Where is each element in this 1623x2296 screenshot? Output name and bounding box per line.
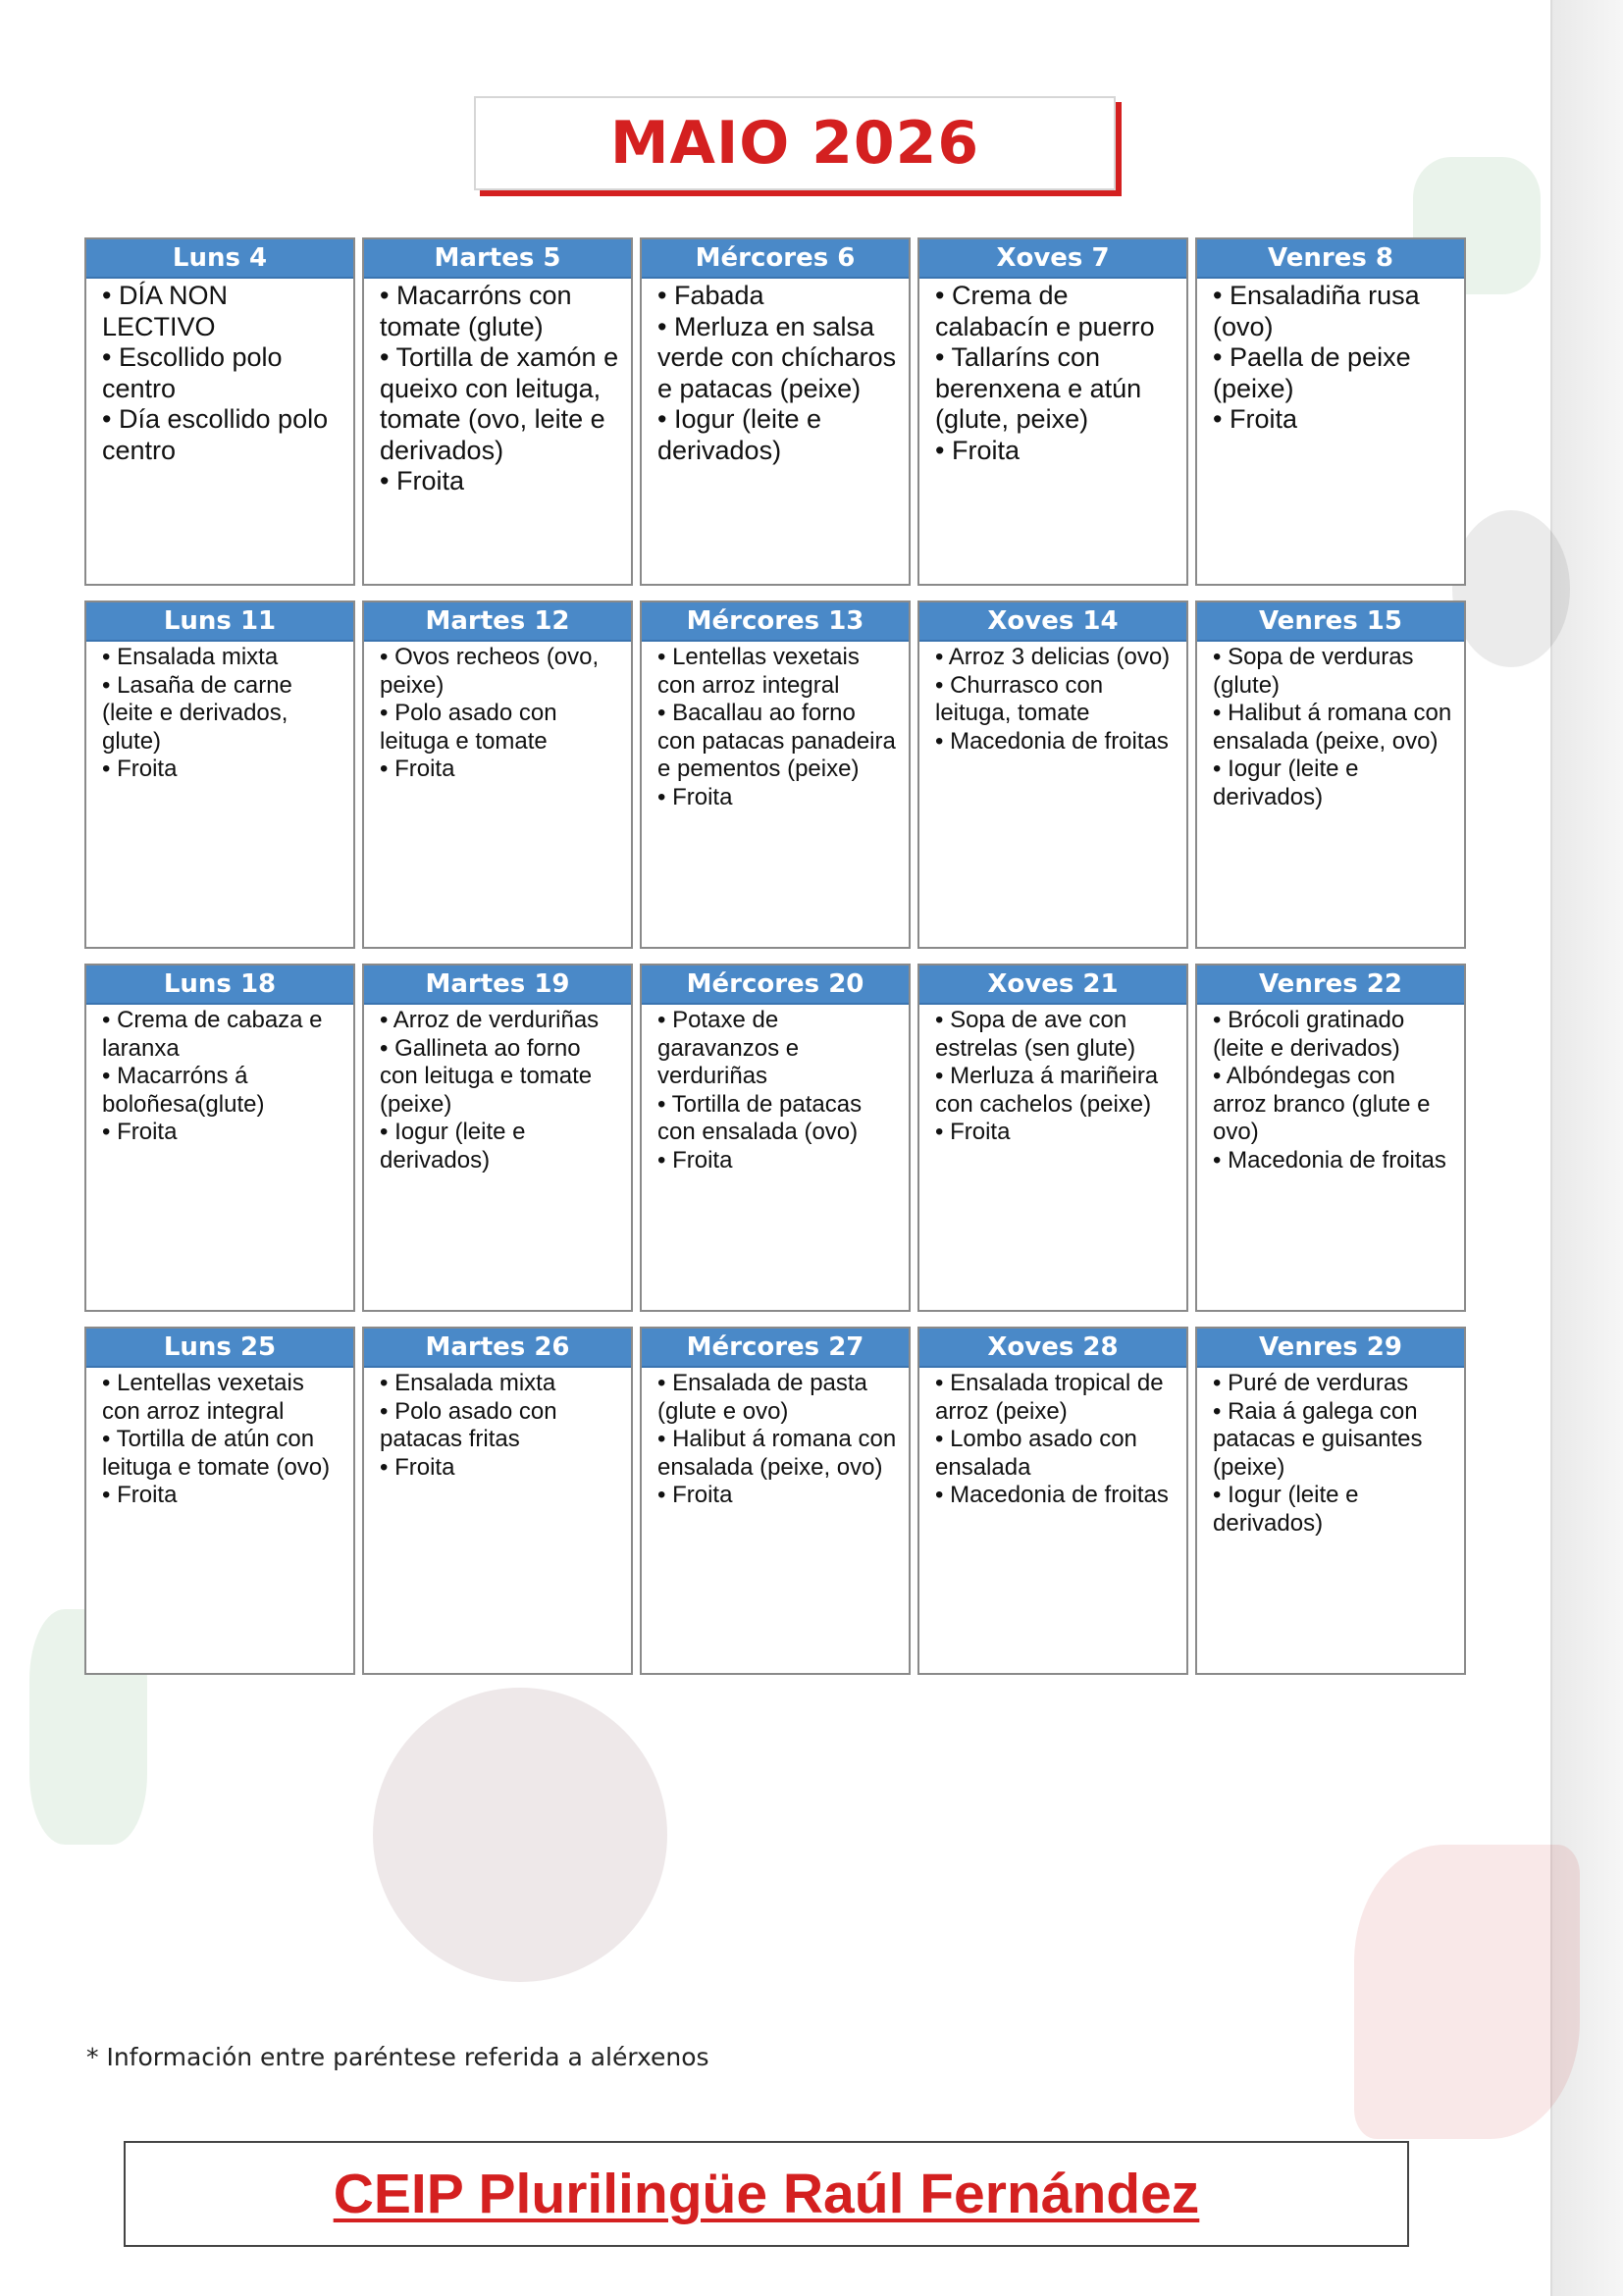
menu-item: • Lentellas vexetais con arroz integral	[102, 1370, 343, 1426]
allergen-footnote: * Información entre paréntese referida a alérxenos	[86, 2043, 709, 2071]
day-cell	[917, 964, 1188, 1312]
day-menu	[642, 642, 909, 812]
menu-item: • Paella de peixe (peixe)	[1213, 342, 1454, 404]
day-header: Martes 12	[364, 602, 631, 642]
menu-item: • Froita	[935, 1119, 1177, 1147]
day-header: Martes 26	[364, 1329, 631, 1368]
day-header: Venres 8	[1197, 239, 1464, 279]
day-cell	[362, 964, 633, 1312]
day-header: Xoves 21	[919, 965, 1186, 1005]
day-header: Xoves 14	[919, 602, 1186, 642]
day-header: Mércores 27	[642, 1329, 909, 1368]
menu-item: • Macedonia de froitas	[935, 1482, 1177, 1510]
day-header: Xoves 28	[919, 1329, 1186, 1368]
day-menu	[642, 1005, 909, 1175]
menu-item: • Raia á galega con patacas e guisantes (peixe)	[1213, 1398, 1454, 1483]
day-cell	[362, 600, 633, 949]
day-cell	[84, 964, 355, 1312]
menu-item: • Ovos recheos (ovo, peixe)	[380, 644, 621, 700]
menu-item: • Tortilla de atún con leituga e tomate (ovo)	[102, 1426, 343, 1482]
day-header: Venres 22	[1197, 965, 1464, 1005]
day-header: Venres 15	[1197, 602, 1464, 642]
menu-item: • Polo asado con leituga e tomate	[380, 700, 621, 756]
menu-item: • Bacallau ao forno con patacas panadeira e pementos (peixe)	[657, 700, 899, 784]
menu-item: • Ensalada de pasta (glute e ovo)	[657, 1370, 899, 1426]
menu-item: • Ensaladiña rusa (ovo)	[1213, 281, 1454, 342]
menu-item: • Froita	[380, 1454, 621, 1483]
menu-item: • Merluza en salsa verde con chícharos e patacas (peixe)	[657, 312, 899, 405]
day-cell	[917, 237, 1188, 586]
day-cell	[362, 237, 633, 586]
day-menu	[642, 1368, 909, 1510]
menu-item: • Iogur (leite e derivados)	[657, 404, 899, 466]
menu-calendar-grid	[84, 237, 1466, 1675]
menu-item: • Crema de calabacín e puerro	[935, 281, 1177, 342]
day-menu	[364, 642, 631, 784]
day-cell	[362, 1327, 633, 1675]
day-cell	[640, 1327, 911, 1675]
school-name-box	[124, 2141, 1409, 2247]
menu-item: • Tortilla de patacas con ensalada (ovo)	[657, 1091, 899, 1147]
menu-item: • Macedonia de froitas	[935, 728, 1177, 757]
background-decoration	[1452, 510, 1570, 667]
day-menu	[919, 642, 1186, 756]
day-header: Venres 29	[1197, 1329, 1464, 1368]
menu-item: • Macarróns con tomate (glute)	[380, 281, 621, 342]
day-cell	[1195, 1327, 1466, 1675]
day-cell	[640, 237, 911, 586]
menu-item: • Sopa de verduras (glute)	[1213, 644, 1454, 700]
day-header: Luns 11	[86, 602, 353, 642]
menu-item: • Gallineta ao forno con leituga e tomate (peixe)	[380, 1035, 621, 1120]
menu-item: • Potaxe de garavanzos e verduriñas	[657, 1007, 899, 1091]
day-cell	[84, 1327, 355, 1675]
day-header: Mércores 20	[642, 965, 909, 1005]
menu-item: • Albóndegas con arroz branco (glute e ovo)	[1213, 1063, 1454, 1147]
day-menu	[919, 1005, 1186, 1147]
day-cell	[84, 600, 355, 949]
day-cell	[917, 1327, 1188, 1675]
day-menu	[642, 279, 909, 466]
menu-item: • Froita	[935, 436, 1177, 467]
day-cell	[1195, 600, 1466, 949]
menu-item: • Lentellas vexetais con arroz integral	[657, 644, 899, 700]
day-header: Martes 19	[364, 965, 631, 1005]
day-menu	[364, 279, 631, 497]
day-menu	[364, 1005, 631, 1175]
day-header: Mércores 13	[642, 602, 909, 642]
day-menu	[86, 279, 353, 466]
menu-item: • Sopa de ave con estrelas (sen glute)	[935, 1007, 1177, 1063]
menu-item: • Halibut á romana con ensalada (peixe, ovo)	[657, 1426, 899, 1482]
day-cell	[917, 600, 1188, 949]
month-title-box	[474, 96, 1116, 190]
menu-item: • Froita	[657, 1147, 899, 1175]
day-cell	[640, 600, 911, 949]
menu-item: • Polo asado con patacas fritas	[380, 1398, 621, 1454]
day-header: Mércores 6	[642, 239, 909, 279]
day-cell	[1195, 237, 1466, 586]
day-cell	[1195, 964, 1466, 1312]
menu-item: • Froita	[102, 756, 343, 784]
menu-item: • Lombo asado con ensalada	[935, 1426, 1177, 1482]
day-menu	[1197, 642, 1464, 812]
day-menu	[919, 279, 1186, 466]
menu-item: • Froita	[380, 756, 621, 784]
day-menu	[86, 1005, 353, 1147]
menu-item: • Tallaríns con berenxena e atún (glute, peixe)	[935, 342, 1177, 436]
menu-item: • Iogur (leite e derivados)	[380, 1119, 621, 1174]
menu-item: • Froita	[1213, 404, 1454, 436]
menu-item: • Merluza á mariñeira con cachelos (peixe)	[935, 1063, 1177, 1119]
day-header: Luns 25	[86, 1329, 353, 1368]
month-title: MAIO 2026	[609, 109, 980, 178]
day-menu	[86, 642, 353, 784]
menu-item: • Ensalada mixta	[102, 644, 343, 672]
day-menu	[1197, 279, 1464, 436]
menu-item: • Arroz 3 delicias (ovo)	[935, 644, 1177, 672]
day-header: Martes 5	[364, 239, 631, 279]
day-menu	[364, 1368, 631, 1482]
menu-item: • Froita	[657, 784, 899, 812]
background-decoration	[1354, 1845, 1580, 2139]
menu-item: • Macedonia de froitas	[1213, 1147, 1454, 1175]
menu-item: • Puré de verduras	[1213, 1370, 1454, 1398]
menu-item: • Froita	[102, 1119, 343, 1147]
day-menu	[919, 1368, 1186, 1510]
menu-item: • Halibut á romana con ensalada (peixe, ovo)	[1213, 700, 1454, 756]
day-menu	[1197, 1368, 1464, 1539]
menu-item: • Tortilla de xamón e queixo con leituga, tomate (ovo, leite e derivados)	[380, 342, 621, 466]
menu-item: • Churrasco con leituga, tomate	[935, 672, 1177, 728]
menu-item: • Fabada	[657, 281, 899, 312]
menu-item: • Arroz de verduriñas	[380, 1007, 621, 1035]
menu-item: • Iogur (leite e derivados)	[1213, 1482, 1454, 1538]
menu-item: • Froita	[102, 1482, 343, 1510]
menu-item: • Lasaña de carne (leite e derivados, glute)	[102, 672, 343, 757]
menu-item: • Froita	[657, 1482, 899, 1510]
day-menu	[1197, 1005, 1464, 1175]
day-cell	[640, 964, 911, 1312]
school-name: CEIP Plurilingüe Raúl Fernández	[333, 2163, 1200, 2225]
day-menu	[86, 1368, 353, 1510]
menu-item: • Escollido polo centro	[102, 342, 343, 404]
day-header: Xoves 7	[919, 239, 1186, 279]
background-decoration	[373, 1688, 667, 1982]
menu-item: • Iogur (leite e derivados)	[1213, 756, 1454, 811]
menu-item: • Froita	[380, 466, 621, 497]
day-header: Luns 4	[86, 239, 353, 279]
menu-item: • DÍA NON LECTIVO	[102, 281, 343, 342]
day-header: Luns 18	[86, 965, 353, 1005]
menu-item: • Ensalada mixta	[380, 1370, 621, 1398]
menu-item: • Ensalada tropical de arroz (peixe)	[935, 1370, 1177, 1426]
day-cell	[84, 237, 355, 586]
menu-item: • Brócoli gratinado (leite e derivados)	[1213, 1007, 1454, 1063]
menu-item: • Día escollido polo centro	[102, 404, 343, 466]
menu-item: • Crema de cabaza e laranxa	[102, 1007, 343, 1063]
menu-item: • Macarróns á boloñesa(glute)	[102, 1063, 343, 1119]
